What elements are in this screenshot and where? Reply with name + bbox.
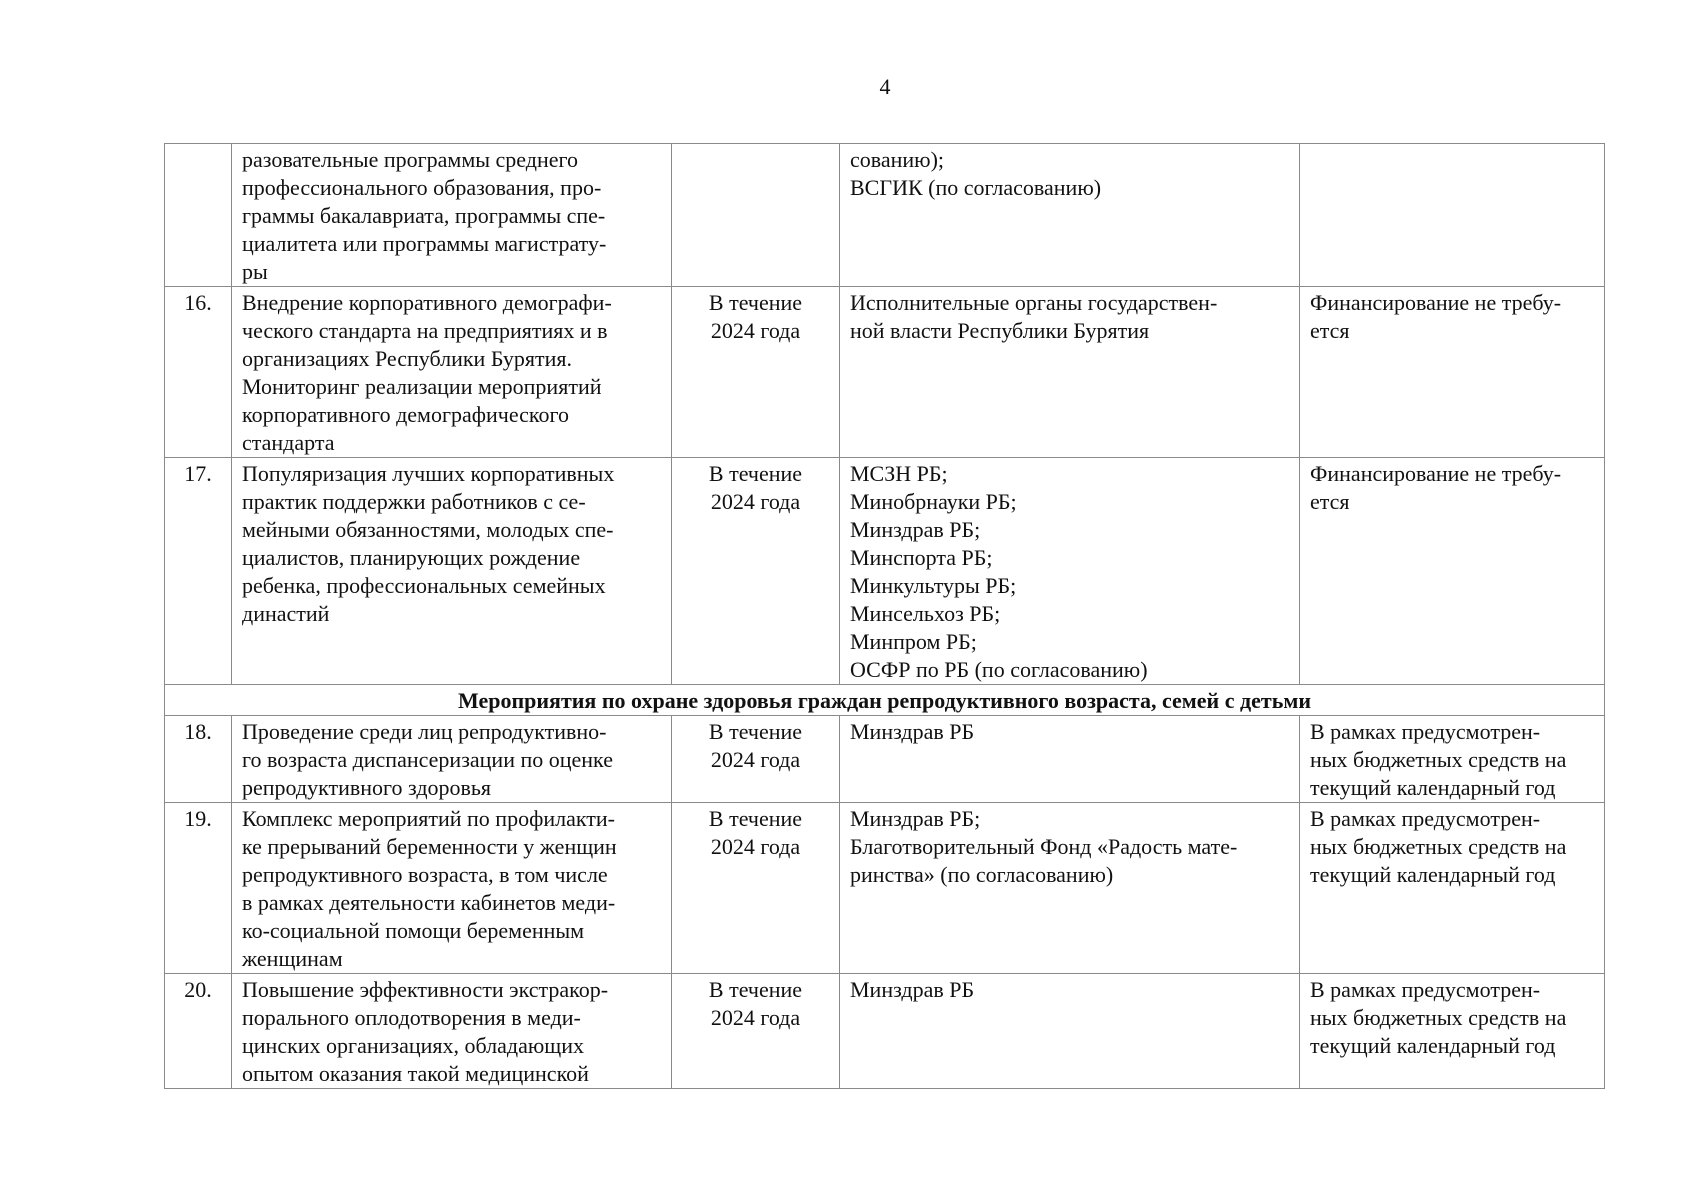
activity-cell: Внедрение корпоративного демографи- ческого стандарта на предприятиях и в организациях Республики Бурятия. Мониторинг реализации мероприятий корпоративного демографического стандарта <box>232 287 672 458</box>
row-number <box>165 144 232 287</box>
financing-cell <box>1300 144 1605 287</box>
table-row-19 <box>165 803 1605 974</box>
table-row-continued <box>165 144 1605 287</box>
term-cell <box>672 144 840 287</box>
executors-cell: Минздрав РБ; Благотворительный Фонд «Радость мате- ринства» (по согласованию) <box>840 803 1300 974</box>
executors-cell: Исполнительные органы государствен- ной власти Республики Бурятия <box>840 287 1300 458</box>
row-number: 18. <box>165 716 232 803</box>
financing-cell: В рамках предусмотрен- ных бюджетных средств на текущий календарный год <box>1300 803 1605 974</box>
executors-cell: сованию); ВСГИК (по согласованию) <box>840 144 1300 287</box>
financing-cell: Финансирование не требу- ется <box>1300 458 1605 685</box>
term-cell: В течение 2024 года <box>672 974 840 1089</box>
activity-cell: Проведение среди лиц репродуктивно- го возраста диспансеризации по оценке репродуктивного здоровья <box>232 716 672 803</box>
financing-cell: В рамках предусмотрен- ных бюджетных средств на текущий календарный год <box>1300 716 1605 803</box>
term-cell: В течение 2024 года <box>672 458 840 685</box>
page-number: 4 <box>879 74 891 99</box>
section-title: Мероприятия по охране здоровья граждан репродуктивного возраста, семей с детьми <box>165 685 1605 716</box>
table-row-18 <box>165 716 1605 803</box>
row-number: 17. <box>165 458 232 685</box>
financing-cell: Финансирование не требу- ется <box>1300 287 1605 458</box>
row-number: 19. <box>165 803 232 974</box>
financing-cell: В рамках предусмотрен- ных бюджетных средств на текущий календарный год <box>1300 974 1605 1089</box>
table-row-17 <box>165 458 1605 685</box>
table-row-16 <box>165 287 1605 458</box>
term-cell: В течение 2024 года <box>672 803 840 974</box>
activity-cell: Комплекс мероприятий по профилакти- ке прерываний беременности у женщин репродуктивного возраста, в том числе в рамках деятельности кабинетов меди- ко-социальной помощи беременным женщинам <box>232 803 672 974</box>
activity-cell: разовательные программы среднего профессионального образования, про- граммы бакалавриата, программы спе- циалитета или программы магистрату- ры <box>232 144 672 287</box>
executors-cell: МСЗН РБ; Минобрнауки РБ; Минздрав РБ; Минспорта РБ; Минкультуры РБ; Минсельхоз РБ; Минпром РБ; ОСФР по РБ (по согласованию) <box>840 458 1300 685</box>
row-number: 20. <box>165 974 232 1089</box>
term-cell: В течение 2024 года <box>672 716 840 803</box>
table-row-20 <box>165 974 1605 1089</box>
executors-cell: Минздрав РБ <box>840 974 1300 1089</box>
section-header-row <box>165 685 1605 716</box>
term-cell: В течение 2024 года <box>672 287 840 458</box>
activity-cell: Повышение эффективности экстракор- порального оплодотворения в меди- цинских организациях, обладающих опытом оказания такой медицинской <box>232 974 672 1089</box>
activity-cell: Популяризация лучших корпоративных практик поддержки работников с се- мейными обязанностями, молодых спе- циалистов, планирующих рождение ребенка, профессиональных семейных династий <box>232 458 672 685</box>
events-plan-table <box>164 143 1605 1089</box>
row-number: 16. <box>165 287 232 458</box>
executors-cell: Минздрав РБ <box>840 716 1300 803</box>
